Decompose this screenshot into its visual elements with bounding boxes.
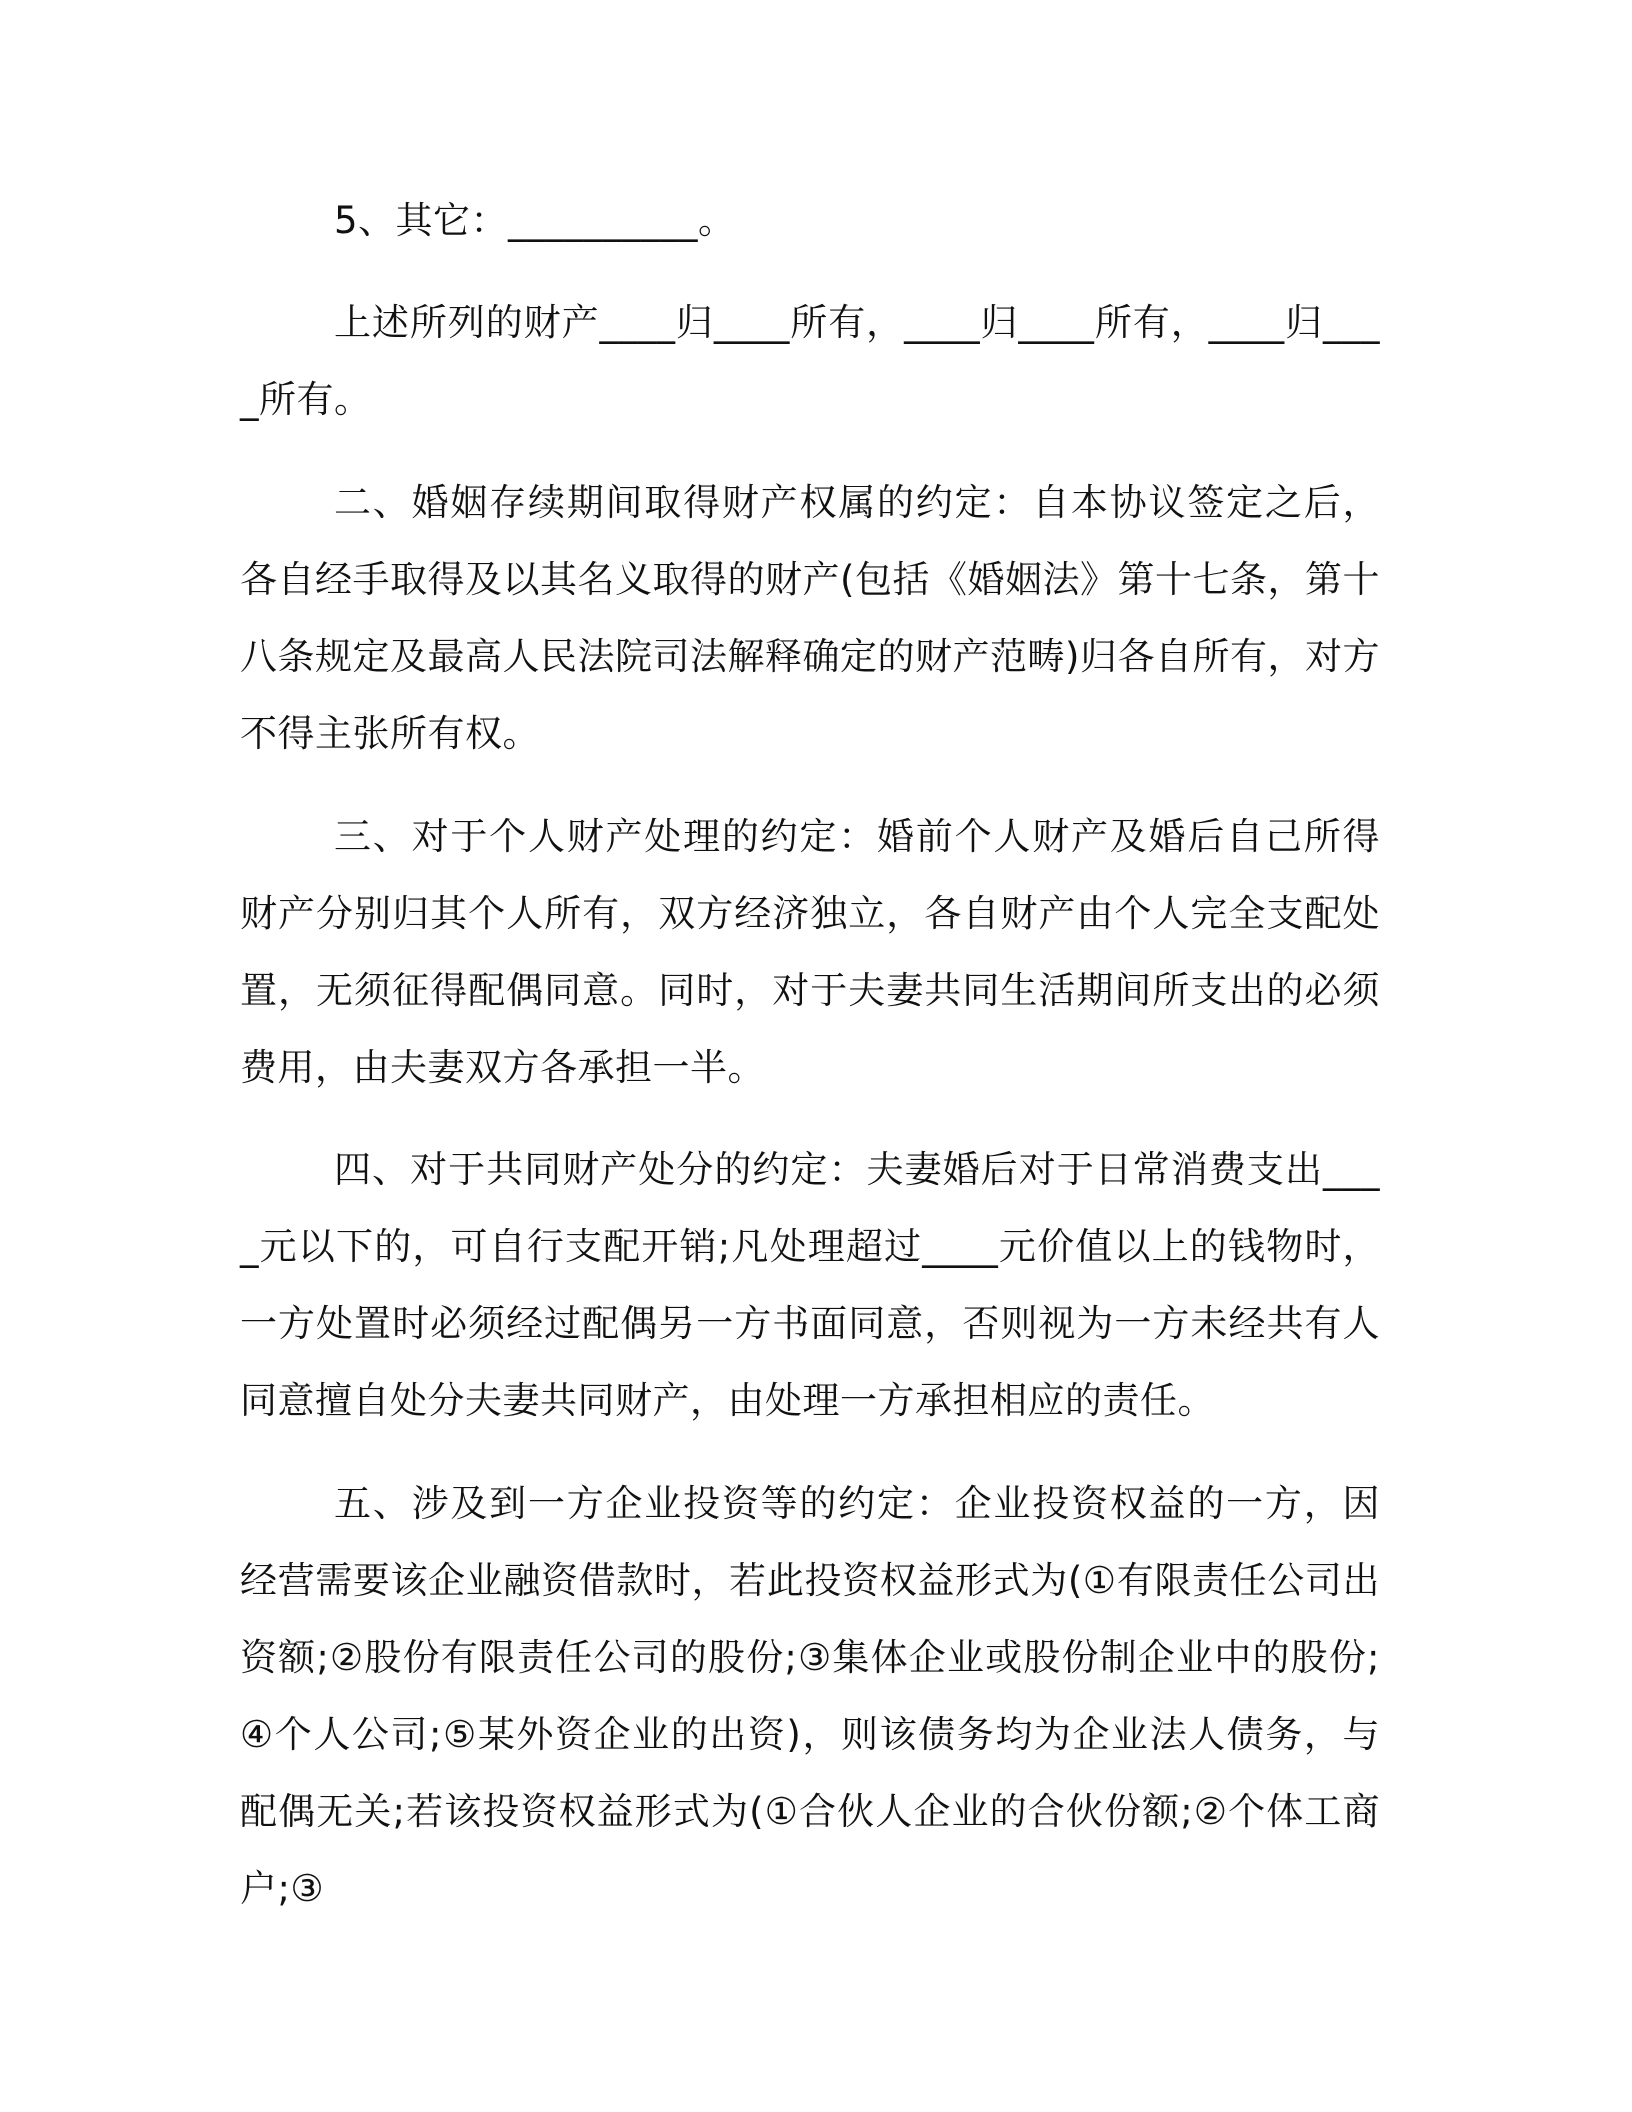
clause-other-item: 5、其它：__________。 xyxy=(334,199,736,242)
clause-four-joint-property: 四、对于共同财产处分的约定：夫妻婚后对于日常消费支出____元以下的，可自行支配开销;凡处理超过____元价值以上的钱物时，一方处置时必须经过配偶另一方书面同意，否则视为一方未经共有人同意擅自处分夫妻共同财产，由处理一方承担相应的责任。 xyxy=(240,1148,1380,1422)
clause-two-marital-property: 二、婚姻存续期间取得财产权属的约定：自本协议签定之后，各自经手取得及以其名义取得的财产(包括《婚姻法》第十七条，第十八条规定及最高人民法院司法解释确定的财产范畴)归各自所有，对方不得主张所有权。 xyxy=(240,481,1380,755)
clause-five-enterprise-investment: 五、涉及到一方企业投资等的约定：企业投资权益的一方，因经营需要该企业融资借款时，若此投资权益形式为(①有限责任公司出资额;②股份有限责任公司的股份;③集体企业或股份制企业中的股份;④个人公司;⑤某外资企业的出资)，则该债务均为企业法人债务，与配偶无关;若该投资权益形式为(①合伙人企业的合伙份额;②个体工商户;③ xyxy=(240,1482,1380,1910)
clause-three-personal-property: 三、对于个人财产处理的约定：婚前个人财产及婚后自己所得财产分别归其个人所有，双方经济独立，各自财产由个人完全支配处置，无须征得配偶同意。同时，对于夫妻共同生活期间所支出的必须费用，由夫妻双方各承担一半。 xyxy=(240,815,1380,1089)
property-ownership-paragraph: 上述所列的财产____归____所有，____归____所有，____归____所有。 xyxy=(240,301,1380,421)
